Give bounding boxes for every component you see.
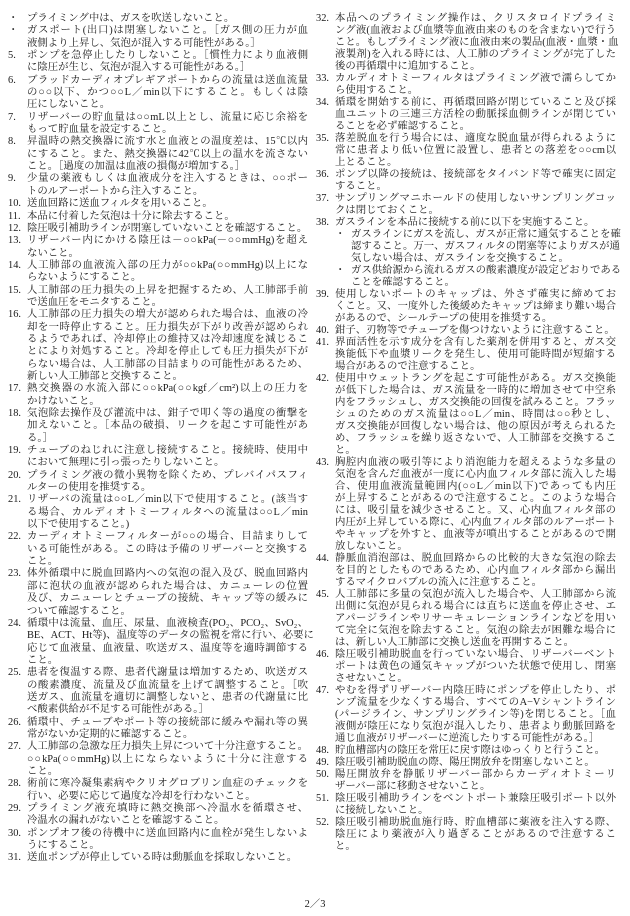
precaution-item	[8, 75, 308, 112]
text-line: が上昇することがあるので注意すること。このような場合	[335, 493, 616, 504]
precaution-item	[8, 383, 308, 408]
text-line: が低下した場合は、ガス流量を一時的に増加させて中空糸	[335, 385, 616, 396]
precaution-item	[8, 852, 308, 864]
item-number: 6.	[8, 74, 16, 86]
text-line: 送ガス、血流量を適切に調整しないと、患者の代謝量に比	[27, 691, 308, 703]
text-line: かけないこと。	[27, 395, 100, 407]
text-line: こと。	[27, 654, 59, 666]
precaution-item	[8, 494, 308, 531]
text-line: 部に泡状の血液が認められた場合は、カニューレの位置	[27, 580, 308, 592]
text-line: るようであれば、冷却停止の維持又は冷却速度を減じるこ	[27, 333, 308, 345]
text-line: 陰圧吸引補助ラインをベントポート兼陰圧吸引ポート以外	[335, 793, 616, 804]
precaution-item	[316, 817, 618, 853]
text-line: プライミング中は、ガスを吹送しないこと。	[27, 13, 235, 24]
precaution-item	[316, 685, 618, 745]
text-line: 常に患者より低い位置に設置し、患者との落差を○○cm以	[335, 145, 616, 156]
precaution-item	[8, 223, 308, 235]
text-line: 新しい人工肺部と交換すること。	[27, 370, 183, 382]
item-number: 29.	[8, 803, 21, 814]
text-line: ブラッドカーディオプレギアポートからの流量は送血流量	[27, 74, 308, 86]
item-number: 35.	[316, 133, 329, 144]
precaution-item	[316, 457, 618, 553]
text-line: ザーバー部に移動させないこと。	[335, 781, 491, 792]
text-line: 放しないこと。	[335, 541, 408, 552]
text-line: うにすること。	[27, 840, 100, 852]
text-line: ルターの使用を推奨する。	[27, 482, 152, 494]
item-number: 15.	[8, 284, 21, 296]
text-line: る。］	[27, 432, 53, 444]
text-line: を目的としたものであるため、心内血フィルタ部から漏出	[335, 565, 616, 576]
text-line: ガスポート(出口)は閉塞しないこと。［ガス側の圧力が血	[27, 25, 308, 37]
text-line: カーディオトミーフィルターが○○の場合、目詰まりして	[27, 531, 308, 543]
precaution-item	[316, 13, 618, 73]
precaution-item	[8, 13, 308, 25]
precaution-item	[8, 568, 308, 617]
text-line: 液側が陰圧になり気泡が混入したり、患者より動脈回路を	[335, 721, 616, 732]
precaution-item	[8, 617, 314, 667]
precaution-item	[8, 260, 308, 285]
text-line: る場合、カルディオトミーフィルタへの流量は○○L／min	[27, 506, 308, 518]
precaution-item	[8, 445, 308, 470]
right-column	[316, 13, 622, 853]
text-line: させないこと。	[335, 673, 408, 684]
text-line: ○○kPa(○○mmHg)以上にならないように十分に注意する	[27, 753, 308, 765]
item-number: 20.	[8, 469, 21, 481]
text-line: ガス交換能が回復しない場合は、他の原因が考えられるた	[335, 421, 616, 432]
text-line: 患者を復温する際、患者代謝量は増加するため、吹送ガス	[27, 667, 308, 679]
text-line: やキャップを外すと、血液等が噴出することがあるので開	[335, 529, 616, 540]
page-number: 2／3	[304, 899, 326, 910]
precaution-item	[8, 25, 308, 50]
text-line: ポンプを急停止したりしないこと。［慣性力により血液側	[27, 50, 308, 62]
text-line: 送血回路に送血フィルタを用いること。	[27, 198, 213, 210]
precaution-item	[316, 757, 618, 769]
text-line: チューブのねじれに注意し接続すること。接続時、使用中	[27, 445, 308, 457]
text-line: こと。もしプライミング液に血液由来の製品(血液・血漿・血	[335, 37, 619, 48]
item-number: 18.	[8, 408, 21, 419]
item-number: 22.	[8, 531, 21, 543]
text-line: 却を一時停止すること。圧力損失が下がり改善が認められ	[27, 321, 308, 333]
text-line: こと。［過度の加温は血液の損傷が増加する。］	[27, 161, 246, 173]
precaution-item	[8, 531, 308, 568]
text-line: ポンプ以降の接続は、接続部をタイバンド等で確実に固定	[335, 169, 616, 180]
item-number: 45.	[316, 589, 329, 600]
text-line: クは閉じておくこと。	[335, 205, 439, 216]
text-line: て完全に気泡を除去すること。気泡の除去が困難な場合に	[335, 625, 616, 636]
text-line: ことを確認すること。	[351, 277, 455, 288]
item-number: 31.	[8, 852, 21, 864]
text-line: 液側より上昇し、気泡が混入する可能性がある。］	[27, 37, 261, 49]
text-line: 術前に寒冷凝集素病やクリオグロブリン血症のチェックを	[27, 778, 308, 790]
text-line: の○○以下、かつ○○L／min以下にすること。もしくは陰	[27, 87, 308, 99]
text-line: ることを必ず確認すること。	[335, 121, 471, 132]
item-number: 26.	[8, 716, 21, 728]
item-number: 50.	[316, 769, 329, 780]
precaution-item	[316, 553, 618, 589]
bullet-marker: ・	[8, 25, 19, 37]
precaution-item	[316, 169, 618, 193]
precaution-item	[8, 667, 308, 716]
text-line: 人工肺部の急激な圧力損失上昇について十分注意すること。	[27, 741, 308, 753]
text-line: サンプリングマニホールドの使用しないサンプリングコッ	[335, 193, 616, 204]
text-line: シュのためのガス流量は○○L／min、時間は○○秒とし、	[335, 409, 616, 420]
text-line: 内をフラッシュし、ガス交換能の回復を試みること。フラッ	[335, 397, 616, 408]
precaution-item	[316, 745, 618, 757]
text-line: 及び、カニューレとチューブの接続、キャップ等の緩みに	[27, 593, 308, 605]
text-line: と。	[335, 445, 356, 456]
item-number: 25.	[8, 667, 21, 679]
item-number: 21.	[8, 494, 21, 506]
text-line: ガスラインにガスを流し、ガスが正常に通気することを確	[351, 229, 621, 240]
text-line: リザーバの流量は○○L／min以下で使用すること。(該当す	[27, 494, 308, 506]
text-line: 通じ血液がリザーバーに逆流したりする可能性がある。］	[335, 733, 600, 744]
item-number: 19.	[8, 445, 21, 457]
text-line: 人工肺部の血液流入部の圧力が○○kPa(○○mmHg)以上にな	[27, 259, 308, 271]
item-number: 48.	[316, 745, 329, 756]
text-line: 以下で使用すること。)	[27, 519, 130, 531]
text-line: 循環中は流量、血圧、尿量、血液検査(PO₂、PCO₂、SvO₂、	[27, 617, 308, 629]
precaution-item	[316, 337, 618, 373]
item-number: 30.	[8, 827, 21, 839]
item-number: 13.	[8, 235, 21, 247]
precaution-item	[8, 470, 308, 495]
text-line: 人工肺部に多量の気泡が流入した場合や、人工肺部から流	[335, 589, 616, 600]
item-number: 49.	[316, 757, 329, 768]
text-line: こと。	[27, 556, 59, 568]
item-number: 5.	[8, 50, 16, 62]
precaution-item	[316, 769, 618, 793]
item-number: 24.	[8, 617, 21, 629]
text-line: 気しない場合は、ガスラインを交換すること。	[351, 253, 569, 264]
precaution-item	[316, 217, 622, 289]
sub-bullet-item	[335, 265, 622, 289]
item-number: 16.	[8, 309, 21, 321]
text-line: 貯血槽部内の陰圧を常圧に戻す際はゆっくりと行うこと。	[335, 745, 606, 756]
text-line: BE、ACT、Ht等)、温度等のデータの監視を常に行い、必要に	[27, 630, 314, 642]
text-line: カルディオトミーフィルタはプライミング液で濡らしてか	[335, 73, 616, 84]
precaution-item	[316, 793, 618, 817]
precaution-item	[316, 589, 618, 649]
text-line: 人工肺部の圧力損失の上昇を把握するため、人工肺部手前	[27, 284, 308, 296]
text-line: 常がないか定期的に確認すること。	[27, 728, 194, 740]
text-line: アパージラインやリサーキュレーションラインなどを用い	[335, 613, 616, 624]
item-number: 42.	[316, 373, 329, 384]
precaution-item	[316, 133, 618, 169]
item-number: 34.	[316, 97, 329, 108]
text-line: トのルアーポートから注入すること。	[27, 185, 204, 197]
text-line: 上とること。	[335, 157, 398, 168]
text-line: 人工肺部の圧力損失の増大が認められた場合は、血液の冷	[27, 309, 308, 321]
item-number: 7.	[8, 111, 16, 123]
text-line: 熱交換器の水流入部に○○kPa(○○kgf／cm²)以上の圧力を	[27, 383, 308, 395]
text-line: 後の再循環中に追加すること。	[335, 61, 481, 72]
text-line: らないようにすること。	[27, 272, 142, 284]
item-number: 14.	[8, 259, 21, 271]
text-line: 液製剤)を入れる時には、人工肺のプライミングが完了した	[335, 49, 616, 60]
text-line: 場合があるので注意すること。	[335, 361, 481, 372]
text-line: らない場合は、人工肺部の目詰まりの可能性があるため、	[27, 358, 308, 370]
item-number: 17.	[8, 383, 21, 395]
text-line: くこと。又、一度外した後緩めたキャップは締まり難い場合	[335, 301, 616, 312]
text-line: こと。	[27, 765, 59, 777]
text-line: とにより対処すること。冷却を停止しても圧力損失が下が	[27, 346, 308, 358]
text-line: やむを得ずリザーバー内陰圧時にポンプを停止したり、ポ	[335, 685, 616, 696]
text-line: 使用中ウェットラングを起こす可能性がある。ガス交換能	[335, 373, 616, 384]
precaution-item	[316, 649, 618, 685]
text-line: ガスラインを本品に接続する前に以下を実施すること。	[335, 217, 595, 228]
text-line: 合、使用血液流量範囲内(○○L／min以下)であっても内圧	[335, 481, 616, 492]
text-line: ついて確認すること。	[27, 605, 131, 617]
text-line: プライミング液の微小異物を除くため、プレバイパスフィ	[27, 469, 308, 481]
text-line: 陽圧開放弁を静脈リザーバー部からカーディオトミーリ	[335, 769, 616, 780]
item-number: 9.	[8, 173, 16, 185]
text-line: があるので、シールテープの使用を推奨する。	[335, 313, 553, 324]
precaution-item	[316, 97, 618, 133]
text-line: プライミング液充填時に熱交換部へ冷温水を循環させ、	[27, 803, 308, 814]
text-line: において無理に引っ張ったりしないこと。	[27, 457, 225, 469]
text-line: 出側に気泡が見られる場合には直ちに送血を停止させ、エ	[335, 601, 616, 612]
precaution-item	[316, 73, 618, 97]
text-line: 認すること。万一、ガスフィルタの閉塞等によりガスが通	[351, 241, 620, 252]
item-number: 11.	[8, 210, 21, 222]
text-line: 循環中、チューブやポート等の接続部に緩みや漏れ等の異	[27, 716, 308, 728]
text-line: 陰圧吸引補助脱血施行時、貯血槽部に薬液を注入する際、	[335, 817, 616, 828]
text-line: 本品へのプライミング操作は、クリスタロイドプライミ	[335, 13, 616, 24]
text-line: 鉗子、刃物等でチューブを傷つけないように注意すること。	[335, 325, 615, 336]
precaution-item	[8, 309, 308, 383]
text-line: の酸素濃度、流量及び血流量を上げて調整すること。［吹	[27, 679, 308, 691]
item-number: 10.	[8, 198, 21, 210]
text-line: にすること。また、熱交換器に42℃以上の温水を流さない	[27, 148, 308, 160]
text-line: に接続しないこと。	[335, 805, 429, 816]
precaution-item	[8, 803, 308, 828]
item-number: 33.	[316, 73, 329, 84]
precaution-item	[8, 828, 308, 853]
text-line: 気泡除去操作及び灌流中は、鉗子で叩く等の過度の衝撃を	[27, 408, 308, 419]
precaution-item	[8, 778, 308, 803]
text-line: ガス供給源から流れるガスの酸素濃度が設定どおりである	[351, 265, 622, 276]
item-number: 32.	[316, 13, 329, 24]
text-line: 冷温水の漏れがないことを確認すること。	[27, 815, 225, 827]
item-number: 46.	[316, 649, 329, 660]
precaution-item	[316, 325, 618, 337]
precaution-item	[8, 211, 308, 223]
text-line: リザーバーの貯血量は○○mL以上とし、流量に応じ余裕を	[27, 111, 308, 123]
item-number: 27.	[8, 741, 21, 753]
item-number: 8.	[8, 136, 16, 148]
text-line: 内圧が上昇している際に、心内血フィルタ部のルアーポート	[335, 517, 616, 528]
text-line: 界面活性を示す成分を含有した薬剤を併用すると、ガス交	[335, 337, 616, 348]
text-line: 静脈血消泡部は、脱血回路からの比較的大きな気泡の除去	[335, 553, 616, 564]
text-line: 体外循環中に脱血回路内への気泡の混入及び、脱血回路内	[27, 568, 308, 580]
item-number: 40.	[316, 325, 329, 336]
text-line: 昇温時の熱交換器に流す水と血液との温度差は、15℃以内	[27, 136, 308, 148]
text-line: 送血ポンプが停止している時は動脈血を採取しないこと。	[27, 852, 298, 864]
precaution-item	[8, 741, 308, 778]
text-line: 血ユニットの三連三方活栓の動脈採血側ラインが閉じてい	[335, 109, 616, 120]
sub-bullet-item	[335, 229, 621, 265]
text-line: ら使用すること。	[335, 85, 419, 96]
item-number: 39.	[316, 289, 329, 300]
item-number: 47.	[316, 685, 329, 696]
text-line: 応じて血液量、血液量、吹送ガス、温度等を適時調節する	[27, 642, 308, 654]
text-line: するマイクロバブルの流入に注意すること。	[335, 577, 542, 588]
item-number: 37.	[316, 193, 329, 204]
text-line: め、フラッシュを繰り返さないで、人工肺部を交換するこ	[335, 433, 616, 444]
item-number: 41.	[316, 337, 329, 348]
text-line: ング液(血液および血漿等血液由来のものを含まない)で行う	[335, 25, 616, 36]
item-number: 12.	[8, 222, 21, 234]
text-line: いる可能性がある。この時は予備のリザーバーと交換する	[27, 543, 308, 555]
text-line: 循環を開始する前に、再循環回路が閉じていること及び採	[335, 97, 616, 108]
text-line: に陰圧が生じ、気泡が混入する可能性がある。］	[27, 62, 251, 74]
item-number: 23.	[8, 568, 21, 580]
text-line: 本品に付着した気泡は十分に除去すること。	[27, 210, 235, 222]
precaution-item	[316, 373, 618, 457]
text-line: (パージライン、サンプリングライン等)を閉じること。［血	[335, 709, 616, 720]
precaution-item	[316, 289, 618, 325]
text-line: 陰圧吸引補助ラインが閉塞していないことを確認すること。	[27, 222, 308, 234]
text-line: 気泡を含んだ血液が一度に心内血フィルタ部に流入した場	[335, 469, 616, 480]
text-line: 行い、必要に応じて過度な冷却を行わないこと。	[27, 790, 256, 802]
precaution-item	[8, 235, 308, 260]
item-number: 51.	[316, 793, 329, 804]
precaution-item	[8, 198, 308, 210]
text-line: 換能低下や血漿リークを発生し、使用可能時間が短縮する	[335, 349, 616, 360]
item-number: 44.	[316, 553, 329, 564]
item-number: 28.	[8, 778, 21, 790]
text-line: 陰圧吸引補助脱血の際、陽圧開放弁を閉塞しないこと。	[335, 757, 595, 768]
text-line: は、新しい人工肺部に交換し送血を再開すること。	[335, 637, 574, 648]
precaution-item	[8, 136, 308, 173]
text-line: 胸腔内血液の吸引等により消泡能力を超えるような多量の	[335, 457, 616, 468]
text-line: 陰圧吸引補助脱血を行っていない場合、リザーバーベント	[335, 649, 616, 660]
text-line: ポンプオフ後の待機中に送血回路内に血栓が発生しないよ	[27, 827, 308, 839]
bullet-marker: ・	[8, 13, 19, 24]
text-line: リザーバー内にかける陰圧は－○○kPa(－○○mmHg)を超え	[27, 235, 308, 247]
precaution-item	[8, 112, 308, 137]
text-line: もって貯血量を設定すること。	[27, 124, 173, 136]
precaution-item	[8, 50, 308, 75]
text-line: 落差脱血を行う場合には、適度な脱血量が得られるように	[335, 133, 616, 144]
text-line: と。	[335, 841, 356, 852]
precaution-item	[8, 717, 308, 742]
precaution-item	[8, 173, 308, 198]
item-number: 52.	[316, 817, 329, 828]
item-number: 38.	[316, 217, 329, 228]
precaution-item	[8, 285, 308, 310]
text-line: ないこと。	[27, 247, 79, 259]
precaution-item	[8, 408, 308, 445]
precaution-item	[316, 193, 618, 217]
text-line: 加えないこと。［本品の破損、リークを起こす可能性があ	[27, 420, 308, 432]
text-line: 圧にしないこと。	[27, 99, 111, 111]
bullet-marker: ・	[335, 265, 346, 276]
text-line: で送血圧をモニタすること。	[27, 296, 163, 308]
text-line: 少量の薬液もしくは血液成分を注入するときは、○○ポー	[27, 173, 308, 185]
text-line: には、吸引量を減少させること。又、心内血フィルタ部の	[335, 505, 616, 516]
text-line: 使用しないポートのキャップは、外さず確実に締めてお	[335, 289, 616, 300]
text-line: すること。	[335, 181, 387, 192]
text-line: ポートは黄色の通気キャップがついた状態で使用し、閉塞	[335, 661, 616, 672]
item-number: 43.	[316, 457, 329, 468]
text-line: ンプ流量を少なくする場合、すべてのA−Vシャントライン	[335, 697, 616, 708]
text-line: 陰圧により薬液が入り過ぎることがあるので注意するこ	[335, 829, 616, 840]
left-column	[8, 13, 314, 865]
text-line: べ酸素供給が不足する可能性がある。］	[27, 704, 209, 716]
item-number: 36.	[316, 169, 329, 180]
bullet-marker: ・	[335, 229, 346, 240]
